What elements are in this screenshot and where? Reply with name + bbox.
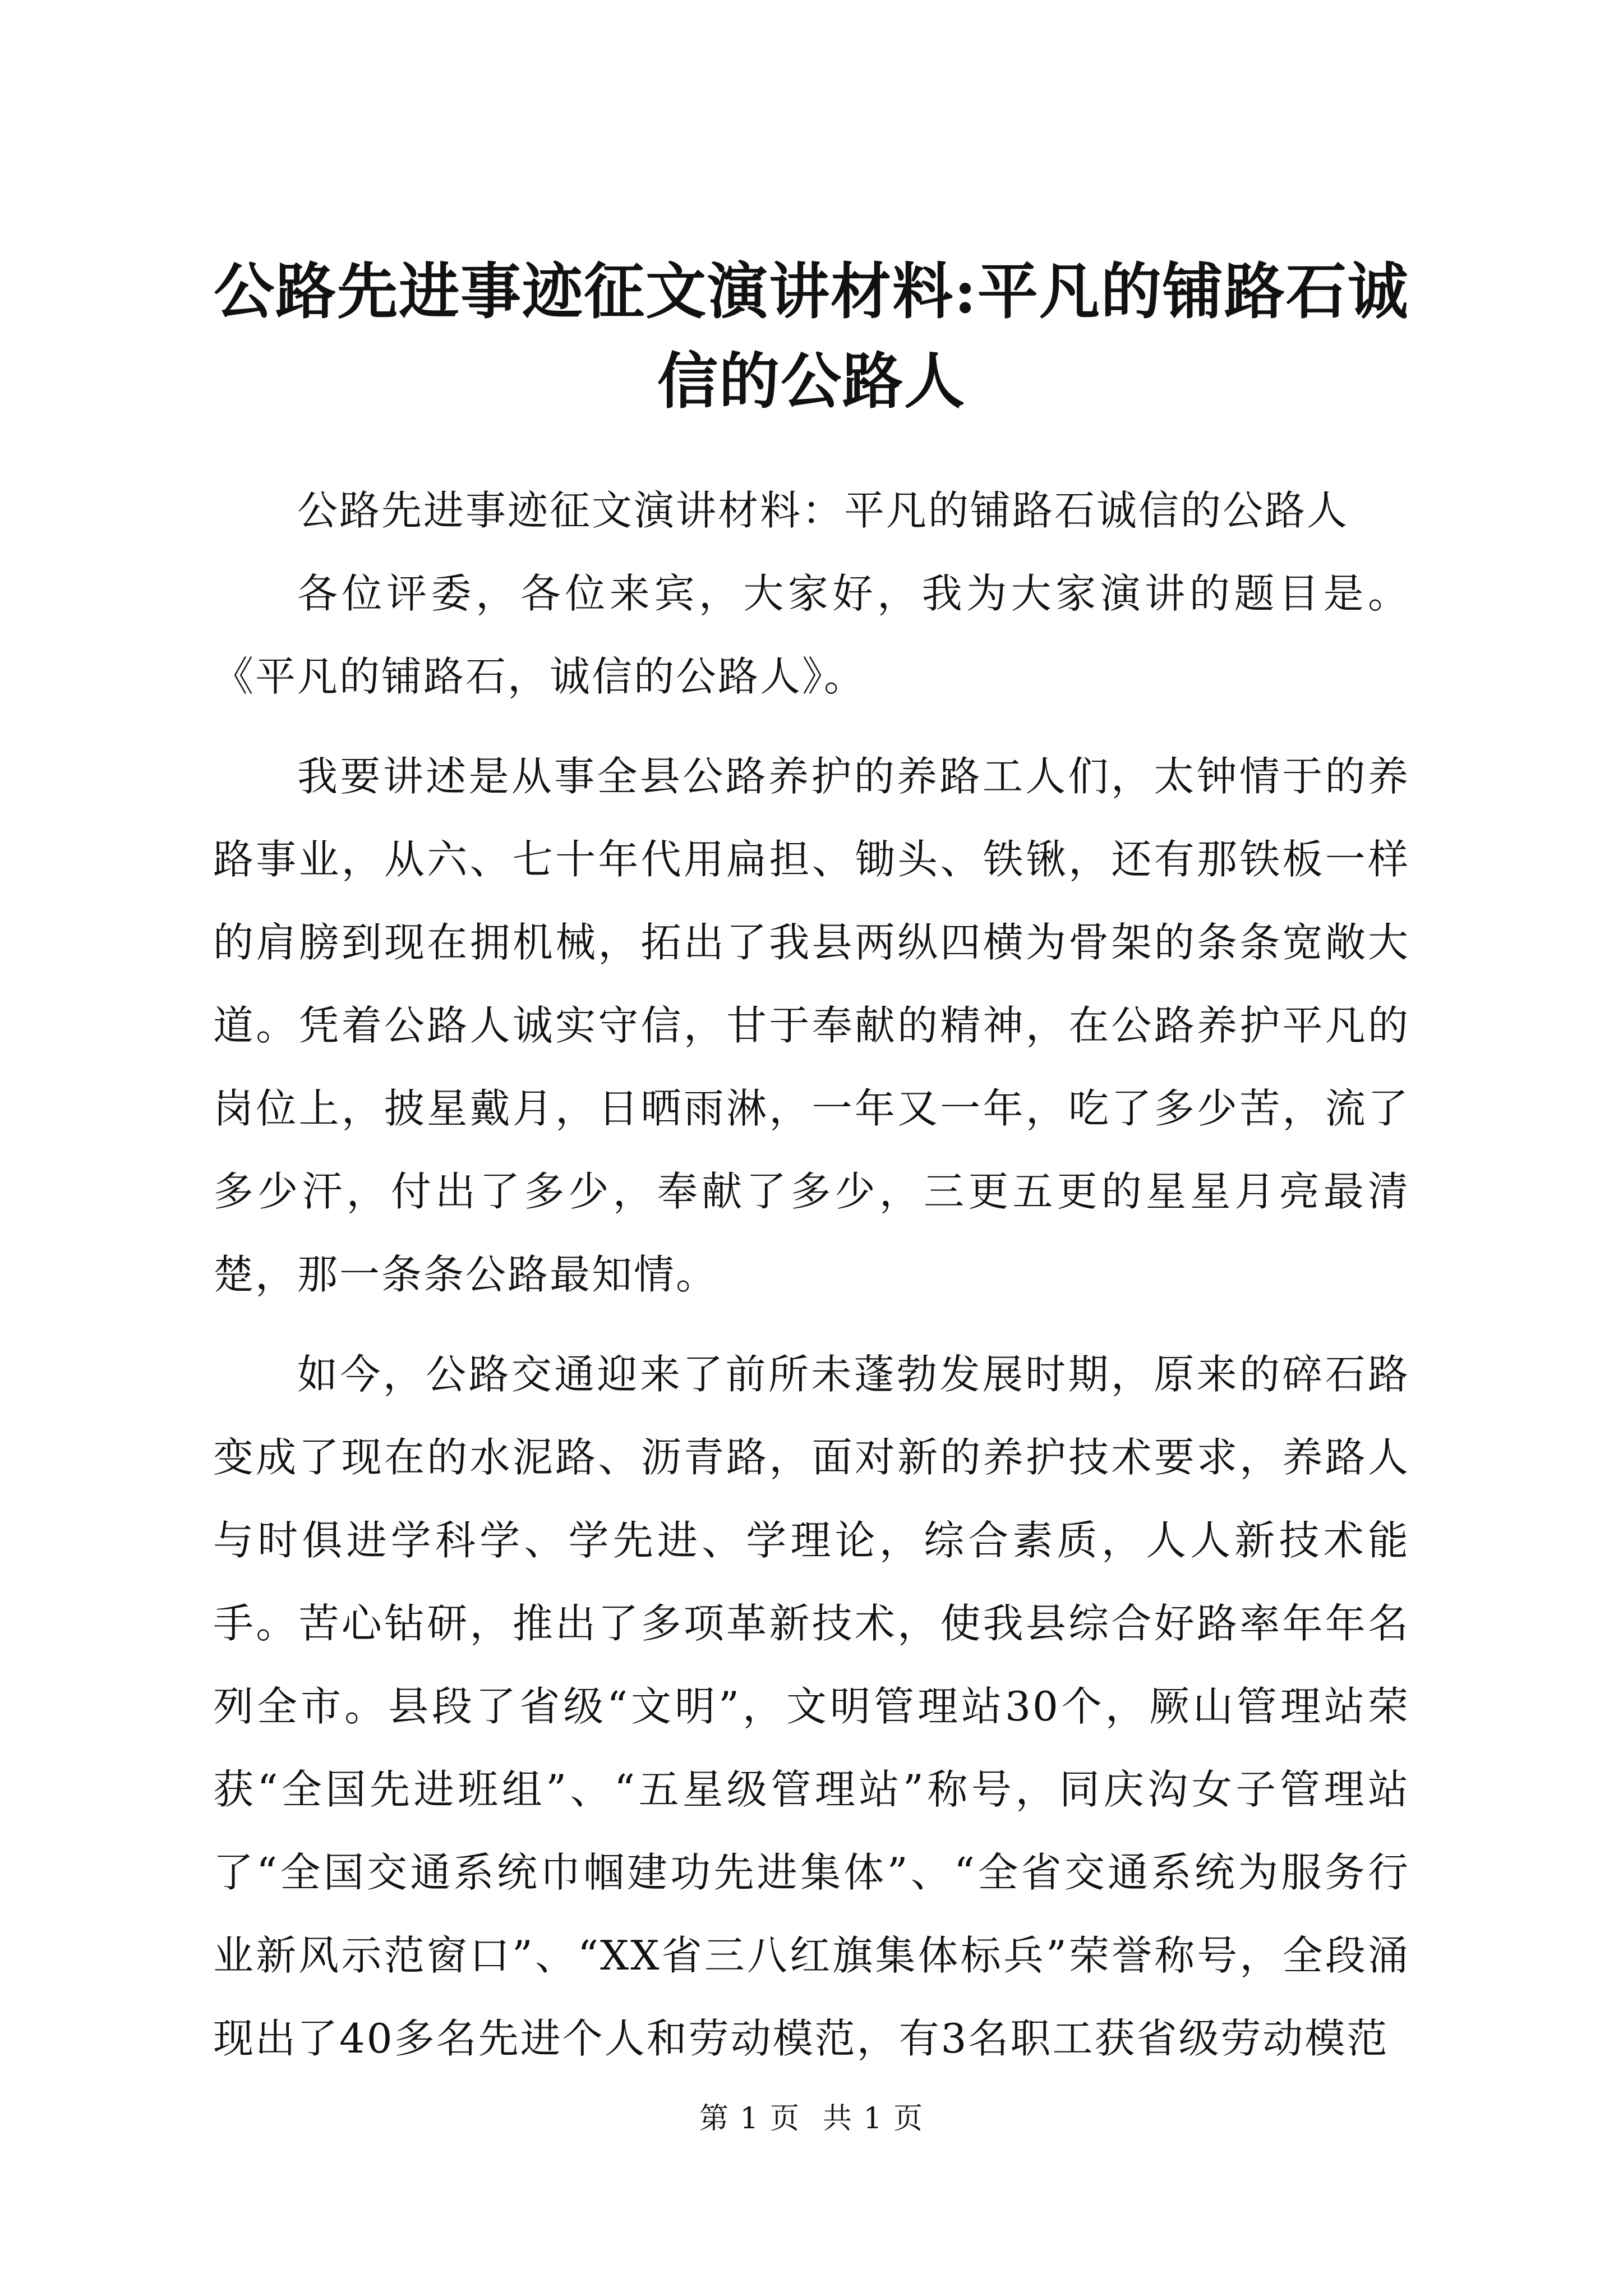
paragraph-road-workers: 我要讲述是从事全县公路养护的养路工人们，太钟情于的养路事业，从六、七十年代用扁担、锄头、铁锹，还有那铁板一样的肩膀到现在拥机械，拓出了我县两纵四横为骨架的条条宽敞大道。凭着公路人诚实守信，甘于奉献的精神，在公路养护平凡的岗位上，披星戴月，日晒雨淋，一年又一年，吃了多少苦，流了多少汗，付出了多少，奉献了多少，三更五更的星星月亮最清楚，那一条条公路最知情。 (213, 753, 1410, 1298)
paragraph-greeting: 各位评委，各位来宾，大家好，我为大家演讲的题目是。《平凡的铺路石，诚信的公路人》。 (213, 570, 1410, 700)
document-title: 公路先进事迹征文演讲材料:平凡的铺路石诚信的公路人 (214, 256, 1409, 417)
document-body (213, 469, 1410, 2080)
paragraph-achievements: 如今，公路交通迎来了前所未蓬勃发展时期，原来的碎石路变成了现在的水泥路、沥青路，面对新的养护技术要求，养路人与时俱进学科学、学先进、学理论，综合素质，人人新技术能手。苦心钻研，推出了多项革新技术，使我县综合好路率年年名列全市。县段了省级“文明”，文明管理站30个，厥山管理站荣获“全国先进班组”、“五星级管理站”称号，同庆沟女子管理站了“全国交通系统巾帼建功先进集体”、“全省交通系统为服务行业新风示范窗口”、“XX省三八红旗集体标兵”荣誉称号，全段涌现出了40多名先进个人和劳动模范，有3名职工获省级劳动模范 (213, 1351, 1410, 2062)
paragraph-subtitle: 公路先进事迹征文演讲材料：平凡的铺路石诚信的公路人 (297, 487, 1349, 534)
page-footer (0, 2099, 1623, 2138)
page-total: 共 1 页 (823, 2102, 924, 2136)
page-number: 第 1 页 (699, 2102, 800, 2136)
